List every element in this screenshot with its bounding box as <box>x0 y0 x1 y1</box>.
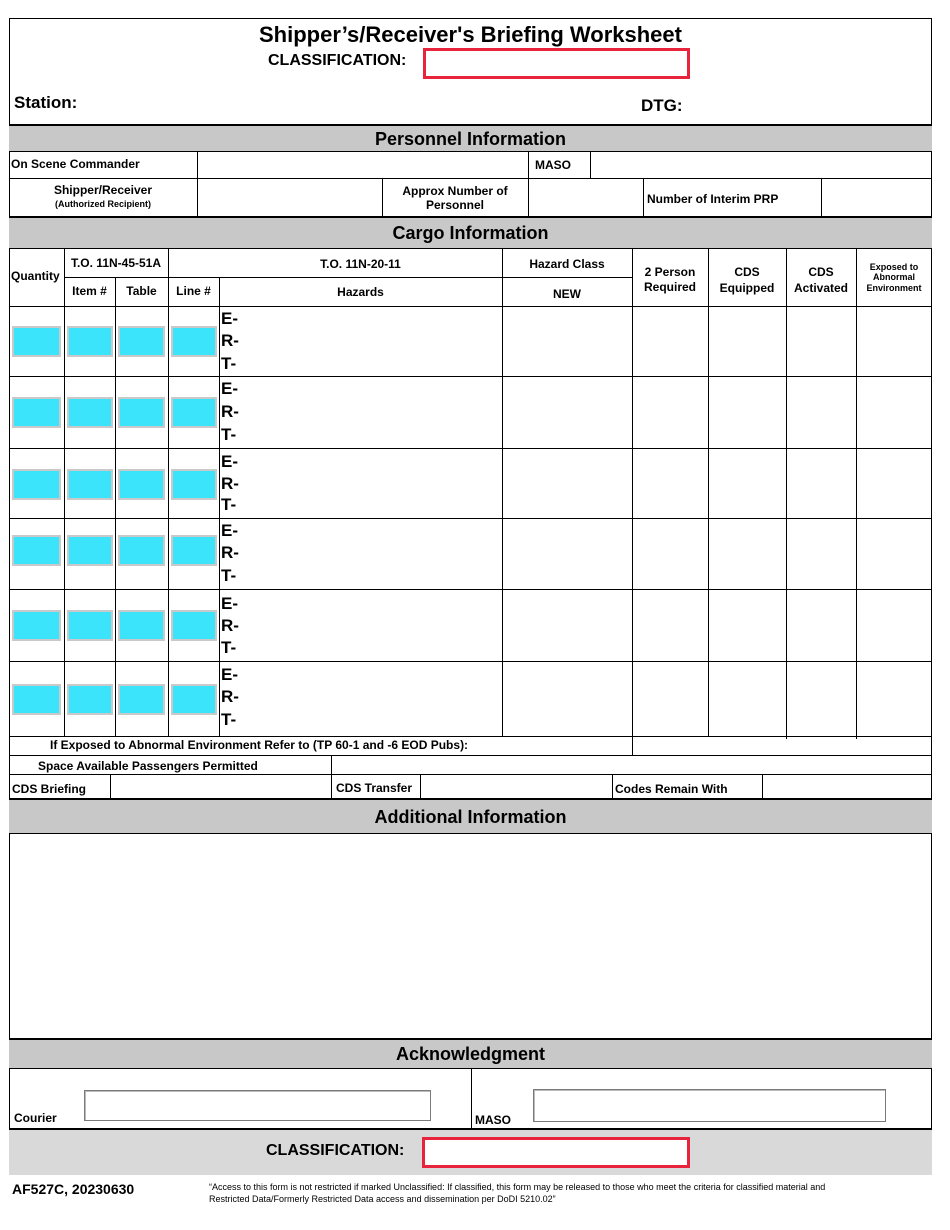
hazards-header: Hazards <box>337 285 384 299</box>
to-20-header: T.O. 11N-20-11 <box>320 257 401 271</box>
line-input-4[interactable] <box>171 535 217 566</box>
table-input-5[interactable] <box>118 610 165 641</box>
ert-t-4: T- <box>221 566 237 585</box>
form-id: AF527C, 20230630 <box>12 1181 135 1197</box>
line-input-1[interactable] <box>171 326 217 357</box>
line-input-3[interactable] <box>171 469 217 500</box>
ert-r-6: R- <box>221 687 239 706</box>
ack-maso-label: MASO <box>475 1113 511 1127</box>
classification-field-top[interactable] <box>423 48 690 79</box>
courier-signature-field[interactable] <box>84 1090 431 1121</box>
line-input-6[interactable] <box>171 684 217 715</box>
ert-e-3: E- <box>221 452 238 471</box>
ert-t-2: T- <box>221 425 237 444</box>
on-scene-commander-label: On Scene Commander <box>11 157 140 171</box>
cds-activated-header-1: CDS <box>808 265 834 279</box>
access-notice-line-2: Restricted Data/Formerly Restricted Data access and dissemination per DoDI 5210.02” <box>209 1194 556 1204</box>
line-input-2[interactable] <box>171 397 217 428</box>
acknowledgment-section-header: Acknowledgment <box>9 1038 932 1069</box>
cds-activated-header-2: Activated <box>793 281 849 295</box>
cds-briefing-label: CDS Briefing <box>12 782 87 796</box>
ert-e-4: E- <box>221 521 238 540</box>
ert-r-3: R- <box>221 474 239 493</box>
space-available-label: Space Available Passengers Permitted <box>38 759 258 773</box>
ert-t-1: T- <box>221 354 237 373</box>
additional-section-header: Additional Information <box>9 798 932 834</box>
new-header: NEW <box>553 287 581 301</box>
abnormal-note-field[interactable] <box>634 738 931 754</box>
cds-transfer-label: CDS Transfer <box>336 781 413 795</box>
quantity-input-5[interactable] <box>12 610 61 641</box>
cds-equipped-header-1: CDS <box>734 265 760 279</box>
table-input-1[interactable] <box>118 326 165 357</box>
interim-prp-label: Number of Interim PRP <box>647 192 779 206</box>
ert-e-2: E- <box>221 379 238 398</box>
item-input-3[interactable] <box>67 469 113 500</box>
item-input-4[interactable] <box>67 535 113 566</box>
exposed-header-2: Abnormal <box>872 272 915 282</box>
item-input-2[interactable] <box>67 397 113 428</box>
ert-r-2: R- <box>221 402 239 421</box>
cds-briefing-field[interactable] <box>112 776 330 797</box>
ert-t-5: T- <box>221 638 237 657</box>
quantity-input-1[interactable] <box>12 326 61 357</box>
ert-e-6: E- <box>221 665 238 684</box>
authorized-recipient-label: (Authorized Recipient) <box>55 199 151 209</box>
approx-number-label-1: Approx Number of <box>402 184 508 198</box>
ert-r-5: R- <box>221 616 239 635</box>
quantity-input-6[interactable] <box>12 684 61 715</box>
codes-remain-field[interactable] <box>764 776 931 797</box>
item-header: Item # <box>72 284 107 298</box>
line-input-5[interactable] <box>171 610 217 641</box>
additional-info-field[interactable] <box>11 836 930 1036</box>
classification-field-bottom[interactable] <box>422 1137 690 1168</box>
ert-t-6: T- <box>221 710 237 729</box>
item-input-5[interactable] <box>67 610 113 641</box>
item-input-6[interactable] <box>67 684 113 715</box>
cds-transfer-field[interactable] <box>422 776 611 797</box>
exposed-header-3: Environment <box>866 283 922 293</box>
cds-equipped-header-2: Equipped <box>719 281 775 295</box>
station-label: Station: <box>14 93 78 112</box>
personnel-section-header: Personnel Information <box>9 124 932 152</box>
exposed-header-1: Exposed to <box>869 262 919 272</box>
item-input-1[interactable] <box>67 326 113 357</box>
to-45-header: T.O. 11N-45-51A <box>70 256 162 270</box>
quantity-input-3[interactable] <box>12 469 61 500</box>
interim-prp-field[interactable] <box>823 180 931 215</box>
on-scene-commander-field[interactable] <box>199 154 527 177</box>
table-input-3[interactable] <box>118 469 165 500</box>
codes-remain-label: Codes Remain With <box>615 782 728 796</box>
ert-t-3: T- <box>221 495 237 514</box>
ert-e-1: E- <box>221 309 238 328</box>
two-person-header-2: Required <box>643 280 696 294</box>
table-input-4[interactable] <box>118 535 165 566</box>
space-available-field[interactable] <box>333 757 931 773</box>
quantity-input-4[interactable] <box>12 535 61 566</box>
dtg-label: DTG: <box>641 96 683 115</box>
table-input-6[interactable] <box>118 684 165 715</box>
approx-number-label-2: Personnel <box>425 198 485 212</box>
ert-e-5: E- <box>221 594 238 613</box>
maso-signature-field[interactable] <box>533 1089 886 1122</box>
shipper-receiver-field[interactable] <box>199 180 381 215</box>
table-header: Table <box>126 284 157 298</box>
ert-r-1: R- <box>221 331 239 350</box>
courier-label: Courier <box>14 1111 57 1125</box>
maso-field[interactable] <box>592 154 931 177</box>
form-title: Shipper’s/Receiver's Briefing Worksheet <box>259 22 682 47</box>
maso-label: MASO <box>535 158 571 172</box>
table-input-2[interactable] <box>118 397 165 428</box>
abnormal-note-label: If Exposed to Abnormal Environment Refer to (TP 60-1 and -6 EOD Pubs): <box>50 738 469 752</box>
cargo-section-header: Cargo Information <box>9 216 932 249</box>
access-notice-line-1: “Access to this form is not restricted if marked Unclassified: If classified, this form may be released to those who meet the criteria for classified material and <box>209 1182 826 1192</box>
quantity-header: Quantity <box>11 269 60 283</box>
approx-number-field[interactable] <box>530 180 642 215</box>
shipper-receiver-label: Shipper/Receiver <box>53 183 153 197</box>
classification-label: CLASSIFICATION: <box>268 52 407 69</box>
quantity-input-2[interactable] <box>12 397 61 428</box>
classification-label-bottom: CLASSIFICATION: <box>266 1142 405 1159</box>
hazard-class-header: Hazard Class <box>529 257 605 271</box>
line-header: Line # <box>176 284 211 298</box>
two-person-header-1: 2 Person <box>644 265 696 279</box>
ert-r-4: R- <box>221 543 239 562</box>
